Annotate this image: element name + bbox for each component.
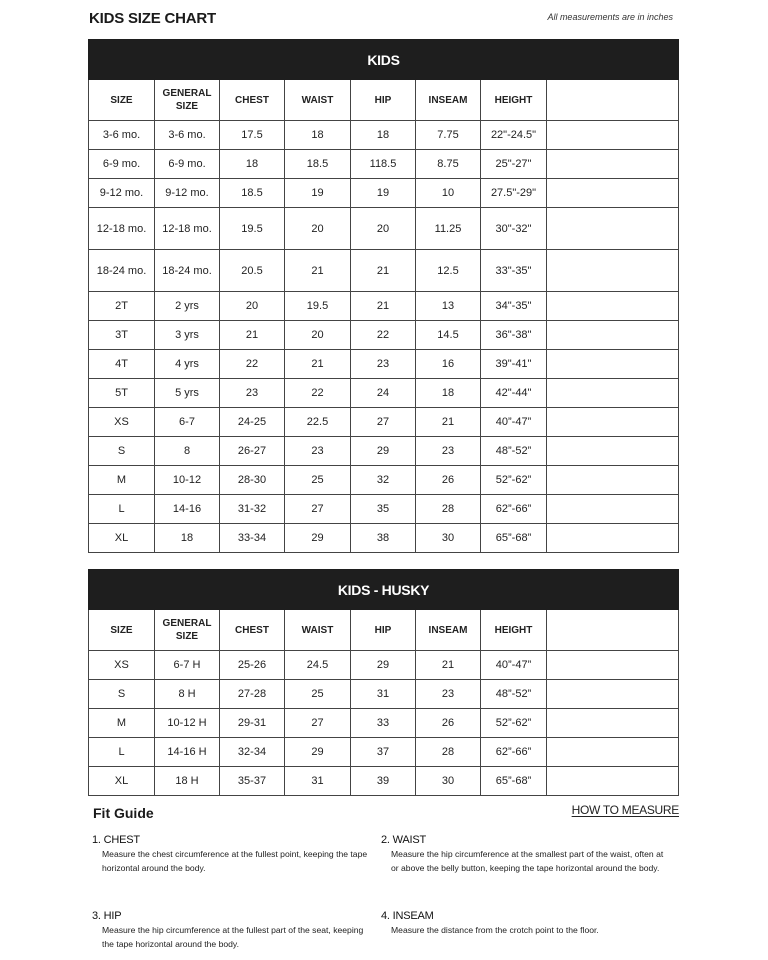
empty-cell: [547, 150, 679, 179]
empty-cell: [547, 208, 679, 250]
cell-chest: 31-32: [220, 495, 285, 524]
table-row: [89, 524, 679, 553]
cell-chest: 33-34: [220, 524, 285, 553]
cell-inseam: 8.75: [416, 150, 481, 179]
cell-height: 52”-62”: [481, 709, 547, 738]
cell-inseam: 18: [416, 379, 481, 408]
cell-chest: 28-30: [220, 466, 285, 495]
cell-hip: 32: [351, 466, 416, 495]
cell-waist: 20: [285, 208, 351, 250]
cell-general-size: 10-12: [155, 466, 220, 495]
column-header: SIZE: [89, 610, 155, 651]
cell-size: L: [89, 738, 155, 767]
fit-guide-body: Measure the hip circumference at the fullest part of the seat, keeping the tape horizontal around the body.: [102, 925, 364, 949]
cell-chest: 18.5: [220, 179, 285, 208]
cell-waist: 20: [285, 321, 351, 350]
cell-height: 34"-35": [481, 292, 547, 321]
empty-cell: [547, 321, 679, 350]
cell-inseam: 21: [416, 408, 481, 437]
cell-size: XS: [89, 651, 155, 680]
column-header: INSEAM: [416, 80, 481, 121]
cell-inseam: 21: [416, 651, 481, 680]
cell-size: 18-24 mo.: [89, 250, 155, 292]
table-row: [89, 495, 679, 524]
cell-size: XS: [89, 408, 155, 437]
table-header-row: [89, 80, 679, 121]
cell-general-size: 4 yrs: [155, 350, 220, 379]
cell-waist: 21: [285, 350, 351, 379]
page-title: KIDS SIZE CHART: [89, 10, 217, 27]
cell-height: 36"-38": [481, 321, 547, 350]
cell-height: 48”-52”: [481, 437, 547, 466]
cell-size: 3T: [89, 321, 155, 350]
cell-chest: 21: [220, 321, 285, 350]
cell-waist: 29: [285, 738, 351, 767]
empty-cell: [547, 80, 679, 121]
cell-height: 33"-35": [481, 250, 547, 292]
empty-cell: [547, 179, 679, 208]
empty-cell: [547, 437, 679, 466]
cell-inseam: 10: [416, 179, 481, 208]
cell-height: 40”-47”: [481, 408, 547, 437]
cell-hip: 39: [351, 767, 416, 796]
fit-guide-title: Fit Guide: [93, 805, 154, 821]
cell-height: 27.5"-29": [481, 179, 547, 208]
cell-general-size: 3 yrs: [155, 321, 220, 350]
units-note: All measurements are in inches: [547, 12, 673, 22]
cell-hip: 29: [351, 437, 416, 466]
cell-waist: 24.5: [285, 651, 351, 680]
cell-inseam: 23: [416, 437, 481, 466]
cell-hip: 118.5: [351, 150, 416, 179]
cell-hip: 33: [351, 709, 416, 738]
table-row: [89, 208, 679, 250]
cell-hip: 20: [351, 208, 416, 250]
cell-inseam: 7.75: [416, 121, 481, 150]
cell-chest: 25-26: [220, 651, 285, 680]
cell-general-size: 14-16 H: [155, 738, 220, 767]
cell-chest: 22: [220, 350, 285, 379]
column-header: HIP: [351, 610, 416, 651]
cell-hip: 22: [351, 321, 416, 350]
table-row: [89, 250, 679, 292]
cell-general-size: 10-12 H: [155, 709, 220, 738]
cell-hip: 35: [351, 495, 416, 524]
table-row: [89, 437, 679, 466]
cell-inseam: 23: [416, 680, 481, 709]
cell-general-size: 9-12 mo.: [155, 179, 220, 208]
cell-size: 12-18 mo.: [89, 208, 155, 250]
cell-height: 52”-62”: [481, 466, 547, 495]
table-row: [89, 767, 679, 796]
empty-cell: [547, 524, 679, 553]
cell-hip: 21: [351, 292, 416, 321]
table-row: [89, 150, 679, 179]
fit-guide-item-chest: [92, 834, 377, 875]
cell-waist: 19: [285, 179, 351, 208]
table-row: [89, 651, 679, 680]
column-header: CHEST: [220, 80, 285, 121]
cell-size: 9-12 mo.: [89, 179, 155, 208]
column-header: WAIST: [285, 610, 351, 651]
cell-chest: 26-27: [220, 437, 285, 466]
cell-hip: 18: [351, 121, 416, 150]
fit-guide-body: Measure the chest circumference at the fullest point, keeping the tape horizontal around the body.: [102, 849, 368, 873]
cell-waist: 29: [285, 524, 351, 553]
cell-chest: 18: [220, 150, 285, 179]
cell-height: 40”-47”: [481, 651, 547, 680]
empty-cell: [547, 738, 679, 767]
cell-waist: 22.5: [285, 408, 351, 437]
cell-waist: 22: [285, 379, 351, 408]
table-row: [89, 121, 679, 150]
empty-cell: [547, 709, 679, 738]
cell-hip: 21: [351, 250, 416, 292]
cell-general-size: 18 H: [155, 767, 220, 796]
fit-guide-body: Measure the distance from the crotch point to the floor.: [391, 925, 599, 935]
column-header: WAIST: [285, 80, 351, 121]
cell-height: 48”-52”: [481, 680, 547, 709]
cell-height: 22"-24.5": [481, 121, 547, 150]
fit-guide-heading: 1. CHEST: [92, 834, 140, 846]
empty-cell: [547, 680, 679, 709]
cell-general-size: 6-9 mo.: [155, 150, 220, 179]
cell-size: M: [89, 709, 155, 738]
table-row: [89, 408, 679, 437]
fit-guide-heading: 4. INSEAM: [381, 910, 434, 922]
column-header: GENERAL SIZE: [155, 610, 220, 651]
cell-height: 62”-66”: [481, 738, 547, 767]
cell-size: 5T: [89, 379, 155, 408]
fit-guide-heading: 2. WAIST: [381, 834, 427, 846]
cell-size: 3-6 mo.: [89, 121, 155, 150]
table-header-row: [89, 610, 679, 651]
cell-waist: 25: [285, 466, 351, 495]
cell-inseam: 26: [416, 709, 481, 738]
table-row: [89, 466, 679, 495]
cell-hip: 31: [351, 680, 416, 709]
column-header: HIP: [351, 80, 416, 121]
empty-cell: [547, 495, 679, 524]
cell-chest: 20.5: [220, 250, 285, 292]
cell-hip: 24: [351, 379, 416, 408]
cell-hip: 38: [351, 524, 416, 553]
cell-inseam: 11.25: [416, 208, 481, 250]
cell-size: XL: [89, 524, 155, 553]
cell-inseam: 28: [416, 738, 481, 767]
column-header: SIZE: [89, 80, 155, 121]
cell-inseam: 13: [416, 292, 481, 321]
cell-waist: 27: [285, 495, 351, 524]
cell-hip: 27: [351, 408, 416, 437]
cell-waist: 18.5: [285, 150, 351, 179]
column-header: HEIGHT: [481, 80, 547, 121]
cell-hip: 37: [351, 738, 416, 767]
empty-cell: [547, 350, 679, 379]
cell-general-size: 8 H: [155, 680, 220, 709]
table-row: [89, 179, 679, 208]
cell-height: 39"-41": [481, 350, 547, 379]
empty-cell: [547, 767, 679, 796]
cell-waist: 23: [285, 437, 351, 466]
cell-height: 62”-66”: [481, 495, 547, 524]
cell-size: 6-9 mo.: [89, 150, 155, 179]
column-header: HEIGHT: [481, 610, 547, 651]
cell-inseam: 30: [416, 767, 481, 796]
empty-cell: [547, 121, 679, 150]
table-row: [89, 350, 679, 379]
cell-chest: 32-34: [220, 738, 285, 767]
fit-guide-body: Measure the hip circumference at the smallest part of the waist, often at or above the belly button, keeping the tape horizontal around the body.: [391, 849, 664, 873]
cell-chest: 35-37: [220, 767, 285, 796]
empty-cell: [547, 408, 679, 437]
cell-general-size: 3-6 mo.: [155, 121, 220, 150]
cell-general-size: 14-16: [155, 495, 220, 524]
fit-guide-item-hip: [92, 910, 377, 951]
fit-guide-heading: 3. HIP: [92, 910, 122, 922]
cell-chest: 20: [220, 292, 285, 321]
cell-height: 65”-68”: [481, 767, 547, 796]
cell-general-size: 18: [155, 524, 220, 553]
cell-general-size: 12-18 mo.: [155, 208, 220, 250]
cell-size: 4T: [89, 350, 155, 379]
cell-inseam: 28: [416, 495, 481, 524]
fit-guide-item-waist: [381, 834, 666, 875]
empty-cell: [547, 292, 679, 321]
cell-waist: 25: [285, 680, 351, 709]
cell-inseam: 12.5: [416, 250, 481, 292]
cell-general-size: 2 yrs: [155, 292, 220, 321]
table-row: [89, 709, 679, 738]
how-to-measure-link[interactable]: HOW TO MEASURE: [571, 803, 679, 817]
cell-waist: 27: [285, 709, 351, 738]
cell-size: S: [89, 680, 155, 709]
cell-hip: 19: [351, 179, 416, 208]
cell-hip: 29: [351, 651, 416, 680]
cell-height: 30"-32": [481, 208, 547, 250]
cell-height: 42"-44": [481, 379, 547, 408]
table-row: [89, 680, 679, 709]
cell-hip: 23: [351, 350, 416, 379]
table-row: [89, 379, 679, 408]
cell-size: M: [89, 466, 155, 495]
cell-chest: 29-31: [220, 709, 285, 738]
empty-cell: [547, 250, 679, 292]
cell-waist: 18: [285, 121, 351, 150]
cell-general-size: 5 yrs: [155, 379, 220, 408]
column-header: CHEST: [220, 610, 285, 651]
cell-chest: 19.5: [220, 208, 285, 250]
cell-size: 2T: [89, 292, 155, 321]
cell-inseam: 16: [416, 350, 481, 379]
cell-inseam: 26: [416, 466, 481, 495]
empty-cell: [547, 466, 679, 495]
cell-chest: 24-25: [220, 408, 285, 437]
cell-size: S: [89, 437, 155, 466]
cell-chest: 27-28: [220, 680, 285, 709]
cell-chest: 23: [220, 379, 285, 408]
husky-size-table: [88, 569, 679, 796]
column-header: INSEAM: [416, 610, 481, 651]
column-header: GENERAL SIZE: [155, 80, 220, 121]
table-row: [89, 292, 679, 321]
cell-chest: 17.5: [220, 121, 285, 150]
empty-cell: [547, 610, 679, 651]
cell-general-size: 18-24 mo.: [155, 250, 220, 292]
cell-waist: 19.5: [285, 292, 351, 321]
fit-guide-item-inseam: [381, 910, 666, 937]
table-row: [89, 321, 679, 350]
empty-cell: [547, 379, 679, 408]
cell-size: XL: [89, 767, 155, 796]
cell-height: 25"-27": [481, 150, 547, 179]
empty-cell: [547, 651, 679, 680]
table-title: KIDS - HUSKY: [89, 570, 679, 610]
table-title: KIDS: [89, 40, 679, 80]
cell-waist: 31: [285, 767, 351, 796]
cell-general-size: 6-7 H: [155, 651, 220, 680]
cell-general-size: 6-7: [155, 408, 220, 437]
cell-inseam: 30: [416, 524, 481, 553]
cell-height: 65”-68”: [481, 524, 547, 553]
cell-size: L: [89, 495, 155, 524]
cell-general-size: 8: [155, 437, 220, 466]
cell-inseam: 14.5: [416, 321, 481, 350]
cell-waist: 21: [285, 250, 351, 292]
kids-size-table: [88, 39, 679, 553]
table-row: [89, 738, 679, 767]
